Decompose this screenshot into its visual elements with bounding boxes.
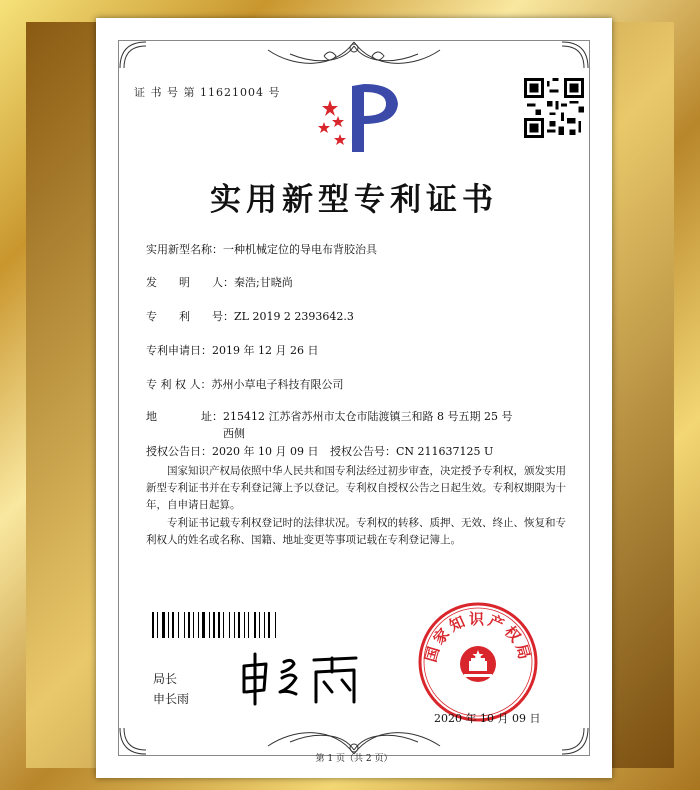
- seal-date: 2020 年 10 月 09 日: [434, 712, 541, 725]
- application-date-row: [146, 342, 318, 358]
- statement-paragraph-2: 专利证书记载专利权登记时的法律状况。专利权的转移、质押、无效、终止、恢复和专利权人的姓名或名称、国籍、地址变更等事项记载在专利登记簿上。: [146, 517, 566, 546]
- application-date-label: 专利申请日：: [146, 344, 212, 357]
- application-date-value: 2019 年 12 月 26 日: [212, 344, 319, 357]
- director-name: 申长雨: [153, 692, 190, 706]
- qr-code: [524, 78, 584, 138]
- top-ornament: [264, 40, 444, 74]
- address-value: 215412 江苏省苏州市太仓市陆渡镇三和路 8 号五期 25 号西侧: [223, 410, 513, 440]
- director-signature: [236, 648, 386, 708]
- address-row: [146, 408, 523, 442]
- patentee-row: [146, 376, 344, 392]
- grant-date-label: 授权公告日：: [146, 445, 212, 458]
- inventor-value: 秦浩;甘晓尚: [234, 276, 293, 289]
- grant-number-label: 授权公告号：: [330, 445, 396, 458]
- seal-text: 国家知识产权局: [421, 610, 535, 665]
- inventor-label: 发 明 人：: [146, 276, 234, 289]
- inventor-row: [146, 274, 293, 290]
- utility-model-name-value: 一种机械定位的导电布背胶治具: [223, 243, 377, 256]
- patentee-value: 苏州小草电子科技有限公司: [211, 378, 344, 391]
- director-title: 局长: [153, 672, 178, 686]
- grant-row: [146, 443, 493, 459]
- utility-model-name-row: [146, 241, 377, 257]
- barcode: [152, 612, 312, 638]
- address-label: 地 址：: [146, 410, 223, 423]
- corner-ornament-tr: [560, 40, 590, 70]
- patent-number-value: ZL 2019 2 2393642.3: [234, 310, 354, 323]
- patent-office-logo: [316, 78, 406, 158]
- certificate-title: 实用新型专利证书: [210, 182, 498, 218]
- grant-date-value: 2020 年 10 月 09 日: [212, 445, 319, 458]
- utility-model-name-label: 实用新型名称：: [146, 243, 223, 256]
- patent-number-row: [146, 308, 354, 324]
- patent-number-label: 专 利 号：: [146, 310, 234, 323]
- grant-number-value: CN 211637125 U: [396, 445, 494, 458]
- page-number: 第 1 页（共 2 页）: [315, 754, 393, 764]
- certificate-number: 证 书 号 第 11621004 号: [134, 86, 281, 99]
- official-seal: [416, 600, 540, 724]
- patentee-label: 专 利 权 人：: [146, 378, 212, 391]
- statement-paragraph-1: 国家知识产权局依照中华人民共和国专利法经过初步审查，决定授予专利权，颁发实用新型专利证书并在专利登记簿上予以登记。专利权自授权公告之日起生效。专利权期限为十年，自申请日起算。: [146, 465, 566, 511]
- corner-ornament-tl: [118, 40, 148, 70]
- certificate-paper: [96, 18, 612, 778]
